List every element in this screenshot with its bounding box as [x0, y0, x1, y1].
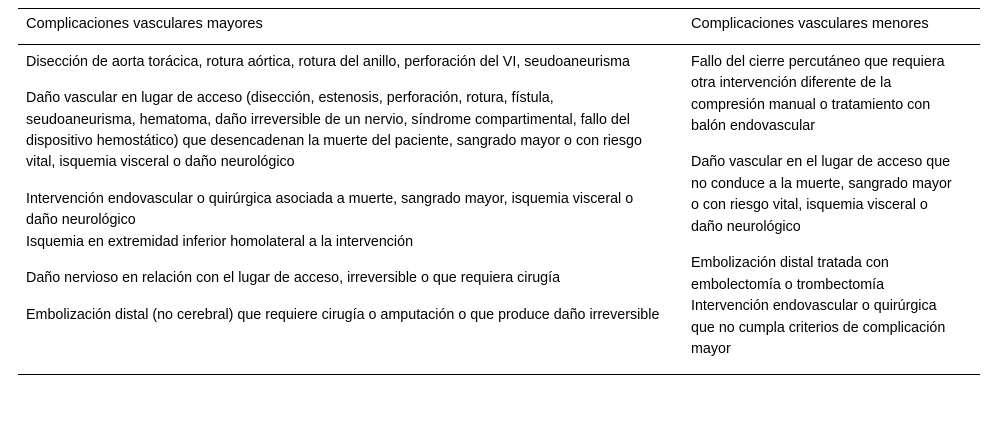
minor-item-1: Fallo del cierre percutáneo que requiera otra intervención diferente de la compresión manual o tratamiento con balón endovascular [691, 53, 945, 134]
table-body [18, 45, 980, 361]
complications-table [18, 9, 980, 44]
major-item-4: Isquemia en extremidad inferior homolateral a la intervención [26, 233, 414, 250]
table-header-row [18, 9, 980, 44]
minor-item-3: Embolización distal tratada con embolectomía o trombectomía [691, 255, 889, 293]
minor-item-2: Daño vascular en el lugar de acceso que no conduce a la muerte, sangrado mayor o con riesgo vital, isquemia visceral o daño neurológico [691, 154, 952, 235]
column-header-minor: Complicaciones vasculares menores [691, 16, 929, 32]
table-header-row-group [18, 9, 980, 44]
complications-table-container [18, 8, 980, 375]
major-item-5: Daño nervioso en relación con el lugar de acceso, irreversible o que requiera cirugía [26, 270, 561, 287]
complications-table-body [18, 45, 980, 361]
table-bottom-border [18, 374, 980, 375]
minor-item-4: Intervención endovascular o quirúrgica que no cumpla criterios de complicación mayor [691, 298, 946, 357]
cell-minor-complications [683, 45, 980, 361]
column-header-major: Complicaciones vasculares mayores [26, 16, 263, 32]
table-row [18, 45, 980, 361]
major-item-2: Daño vascular en lugar de acceso (disección, estenosis, perforación, rotura, fístula, seudoaneurisma, hematoma, daño irreversible de un nervio, síndrome compartimental, fallo del dispositivo hemostático) que desencadenan la muerte del paciente, sangrado mayor o con riesgo vital, isquemia visceral o daño neurológico [26, 90, 642, 171]
table-bottom-spacer [18, 360, 980, 374]
major-item-6: Embolización distal (no cerebral) que requiere cirugía o amputación o que produce daño irreversible [26, 306, 660, 323]
cell-major-complications [18, 45, 683, 361]
major-item-3: Intervención endovascular o quirúrgica asociada a muerte, sangrado mayor, isquemia visceral o daño neurológico [26, 190, 634, 229]
major-item-1: Disección de aorta torácica, rotura aórtica, rotura del anillo, perforación del VI, seudoaneurisma [26, 53, 630, 70]
